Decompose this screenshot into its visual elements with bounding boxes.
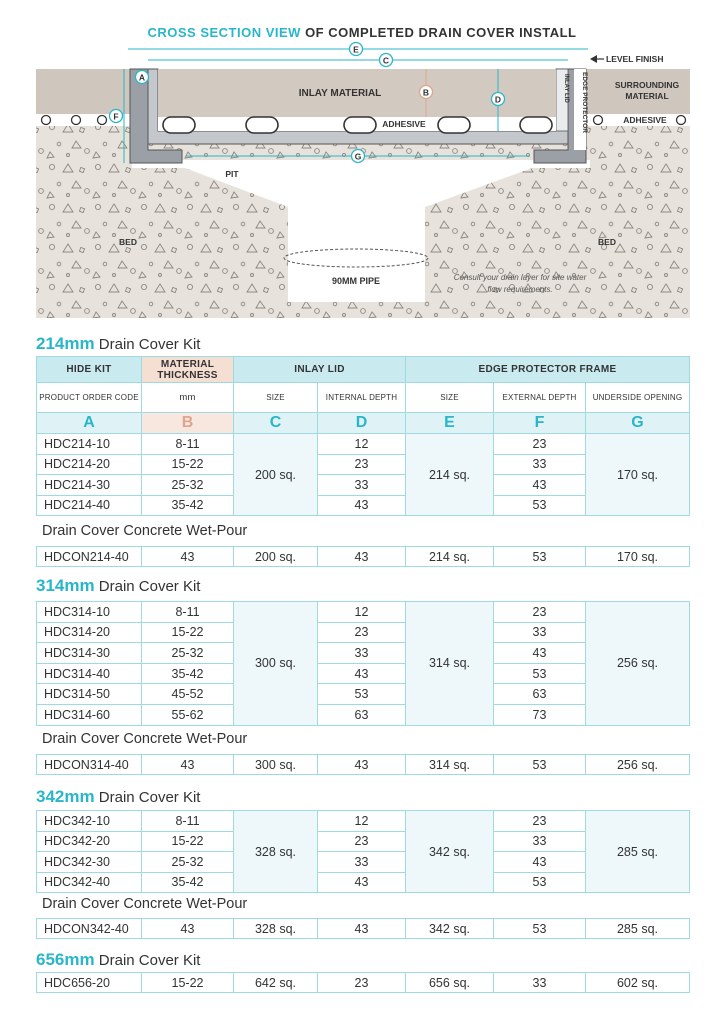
svg-text:F: F xyxy=(113,111,119,122)
cell-code: HDC214-30 xyxy=(37,475,142,496)
svg-text:C: C xyxy=(382,55,390,66)
cell-depth: 43 xyxy=(318,872,406,893)
cell-code: HDC214-40 xyxy=(37,495,142,516)
cell-depth: 33 xyxy=(318,643,406,664)
table-row xyxy=(37,547,690,567)
cell-ext-depth: 43 xyxy=(494,643,586,664)
cell-ext-depth: 53 xyxy=(494,755,586,775)
cell-thickness: 55-62 xyxy=(142,704,234,725)
cell-code: HDC214-20 xyxy=(37,454,142,475)
header-size-e: SIZE xyxy=(406,383,494,413)
cell-thickness: 15-22 xyxy=(142,622,234,643)
cell-code: HDC214-10 xyxy=(37,434,142,455)
cell-ext-depth: 53 xyxy=(494,495,586,516)
cell-ext-depth: 23 xyxy=(494,434,586,455)
cell-code: HDC314-30 xyxy=(37,643,142,664)
adhesive-dot xyxy=(520,117,552,133)
label-pipe: 90MM PIPE xyxy=(331,276,381,286)
adhesive-dot-small xyxy=(42,116,51,125)
cell-depth: 12 xyxy=(318,434,406,455)
marker-c xyxy=(380,54,393,67)
label-inlay-lid: INLAY LID xyxy=(563,74,569,103)
svg-text:D: D xyxy=(494,94,502,105)
table-row xyxy=(37,755,690,775)
cell-code: HDC314-60 xyxy=(37,704,142,725)
letter-b: B xyxy=(142,413,234,434)
wetpour-table-314 xyxy=(36,754,690,775)
cell-depth: 23 xyxy=(318,454,406,475)
adhesive-dot xyxy=(438,117,470,133)
kit-size-656: 656mm xyxy=(36,950,95,969)
marker-f xyxy=(110,110,123,123)
kit-size-214: 214mm xyxy=(36,334,95,353)
cell-thickness: 43 xyxy=(142,547,234,567)
adhesive-dot-small xyxy=(677,116,686,125)
cell-thickness: 43 xyxy=(142,755,234,775)
kit-title-214: Drain Cover Kit xyxy=(94,336,201,353)
level-finish-arrowhead xyxy=(590,55,597,63)
header-underside-opening: UNDERSIDE OPENING xyxy=(586,383,690,413)
cell-lid-size: 328 sq. xyxy=(234,919,318,939)
cell-code: HDC314-50 xyxy=(37,684,142,705)
note-line-1: Consult your drain layer for site water xyxy=(453,273,587,282)
header-internal-depth: INTERNAL DEPTH xyxy=(318,383,406,413)
spec-table-342 xyxy=(36,810,690,893)
svg-text:E: E xyxy=(353,44,359,55)
label-bed-right: BED xyxy=(598,237,616,247)
header-hide-kit: HIDE KIT xyxy=(37,357,142,383)
kit-size-314: 314mm xyxy=(36,576,95,595)
label-edge-protector: EDGE PROTECTOR xyxy=(581,72,588,133)
header-edge-protector-frame: EDGE PROTECTOR FRAME xyxy=(406,357,690,383)
cell-thickness: 35-42 xyxy=(142,872,234,893)
cell-code: HDC314-40 xyxy=(37,663,142,684)
kit-title-314: Drain Cover Kit xyxy=(94,578,201,595)
letter-c: C xyxy=(234,413,318,434)
cell-depth: 43 xyxy=(318,547,406,567)
cell-thickness: 25-32 xyxy=(142,852,234,873)
cell-lid-size: 200 sq. xyxy=(234,547,318,567)
cell-depth: 43 xyxy=(318,919,406,939)
section-title-314 xyxy=(36,576,200,596)
cell-depth: 23 xyxy=(318,973,406,993)
cell-frame-size: 342 sq. xyxy=(406,919,494,939)
cell-frame-size: 214 sq. xyxy=(406,434,494,516)
header-inlay-lid: INLAY LID xyxy=(234,357,406,383)
wetpour-title-314: Drain Cover Concrete Wet-Pour xyxy=(42,731,248,747)
note-line-2: flow requirements. xyxy=(487,285,553,294)
diagram-title xyxy=(147,25,576,40)
cell-code: HDC342-10 xyxy=(37,811,142,832)
cell-code: HDC656-20 xyxy=(37,973,142,993)
letter-e: E xyxy=(406,413,494,434)
letter-d: D xyxy=(318,413,406,434)
wetpour-title-342: Drain Cover Concrete Wet-Pour xyxy=(42,896,248,912)
cell-depth: 43 xyxy=(318,755,406,775)
cell-thickness: 43 xyxy=(142,919,234,939)
label-adhesive-right: ADHESIVE xyxy=(623,115,667,125)
cross-section-diagram xyxy=(0,0,724,325)
cell-opening: 256 sq. xyxy=(586,755,690,775)
header-external-depth: EXTERNAL DEPTH xyxy=(494,383,586,413)
label-inlay-material: INLAY MATERIAL xyxy=(298,88,382,99)
spec-table-214 xyxy=(36,356,690,516)
cell-code: HDCON342-40 xyxy=(37,919,142,939)
cell-depth: 12 xyxy=(318,602,406,623)
cell-frame-size: 656 sq. xyxy=(406,973,494,993)
svg-text:G: G xyxy=(354,151,362,162)
cell-ext-depth: 23 xyxy=(494,602,586,623)
cell-ext-depth: 23 xyxy=(494,811,586,832)
cell-frame-size: 314 sq. xyxy=(406,755,494,775)
cell-opening: 170 sq. xyxy=(586,547,690,567)
cell-thickness: 35-42 xyxy=(142,495,234,516)
cell-thickness: 15-22 xyxy=(142,454,234,475)
cell-thickness: 15-22 xyxy=(142,973,234,993)
cell-code: HDC314-10 xyxy=(37,602,142,623)
adhesive-dot-small xyxy=(594,116,603,125)
cell-code: HDC342-40 xyxy=(37,872,142,893)
cell-opening: 602 sq. xyxy=(586,973,690,993)
cell-ext-depth: 63 xyxy=(494,684,586,705)
cell-ext-depth: 53 xyxy=(494,547,586,567)
adhesive-dot-small xyxy=(72,116,81,125)
cell-ext-depth: 33 xyxy=(494,831,586,852)
wetpour-table-214 xyxy=(36,546,690,567)
cell-frame-size: 314 sq. xyxy=(406,602,494,726)
header-letter-row xyxy=(37,413,690,434)
cell-ext-depth: 53 xyxy=(494,872,586,893)
cell-lid-size: 300 sq. xyxy=(234,755,318,775)
table-row xyxy=(37,434,690,455)
cell-thickness: 25-32 xyxy=(142,475,234,496)
header-sub-row xyxy=(37,383,690,413)
section-title-656 xyxy=(36,950,200,970)
letter-a: A xyxy=(37,413,142,434)
cell-code: HDC314-20 xyxy=(37,622,142,643)
cell-code: HDC342-30 xyxy=(37,852,142,873)
cell-depth: 63 xyxy=(318,704,406,725)
cell-thickness: 25-32 xyxy=(142,643,234,664)
cell-depth: 43 xyxy=(318,663,406,684)
cell-depth: 23 xyxy=(318,831,406,852)
label-surrounding-2: MATERIAL xyxy=(625,91,669,101)
cell-ext-depth: 33 xyxy=(494,622,586,643)
header-size-c: SIZE xyxy=(234,383,318,413)
spec-table-314 xyxy=(36,601,690,726)
kit-size-342: 342mm xyxy=(36,787,95,806)
cell-frame-size: 214 sq. xyxy=(406,547,494,567)
cell-code: HDCON314-40 xyxy=(37,755,142,775)
marker-g xyxy=(352,150,365,163)
cell-lid-size: 200 sq. xyxy=(234,434,318,516)
marker-a xyxy=(136,71,149,84)
section-title-214 xyxy=(36,334,200,354)
cell-thickness: 8-11 xyxy=(142,434,234,455)
adhesive-dot xyxy=(344,117,376,133)
label-bed-left: BED xyxy=(119,237,137,247)
cell-lid-size: 300 sq. xyxy=(234,602,318,726)
cell-ext-depth: 43 xyxy=(494,475,586,496)
cell-code: HDC342-20 xyxy=(37,831,142,852)
table-row xyxy=(37,602,690,623)
cell-ext-depth: 73 xyxy=(494,704,586,725)
svg-text:B: B xyxy=(422,87,430,98)
cell-thickness: 45-52 xyxy=(142,684,234,705)
letter-f: F xyxy=(494,413,586,434)
svg-text:A: A xyxy=(138,72,146,83)
cell-lid-size: 642 sq. xyxy=(234,973,318,993)
cell-ext-depth: 33 xyxy=(494,973,586,993)
cell-opening: 285 sq. xyxy=(586,811,690,893)
wetpour-table-342 xyxy=(36,918,690,939)
cell-depth: 53 xyxy=(318,684,406,705)
cell-thickness: 8-11 xyxy=(142,811,234,832)
letter-g: G xyxy=(586,413,690,434)
header-mm: mm xyxy=(142,383,234,413)
cross-section-svg xyxy=(0,0,724,325)
header-product-order-code: PRODUCT ORDER CODE xyxy=(37,383,142,413)
diagram-title-rest: OF COMPLETED DRAIN COVER INSTALL xyxy=(300,25,577,40)
label-surrounding-1: SURROUNDING xyxy=(614,80,680,90)
table-row xyxy=(37,973,690,993)
cell-thickness: 8-11 xyxy=(142,602,234,623)
header-material-thickness: MATERIAL THICKNESS xyxy=(142,357,234,383)
table-row xyxy=(37,811,690,832)
kit-title-342: Drain Cover Kit xyxy=(94,789,201,806)
spec-table-656 xyxy=(36,972,690,993)
table-row xyxy=(37,919,690,939)
kit-title-656: Drain Cover Kit xyxy=(94,952,201,969)
diagram-title-highlight: CROSS SECTION VIEW xyxy=(147,25,301,40)
cell-ext-depth: 43 xyxy=(494,852,586,873)
adhesive-dot-small xyxy=(98,116,107,125)
marker-e xyxy=(350,43,363,56)
cell-depth: 12 xyxy=(318,811,406,832)
cell-ext-depth: 53 xyxy=(494,663,586,684)
adhesive-dot xyxy=(246,117,278,133)
cell-frame-size: 342 sq. xyxy=(406,811,494,893)
cell-opening: 256 sq. xyxy=(586,602,690,726)
label-adhesive-center: ADHESIVE xyxy=(382,119,426,129)
cell-ext-depth: 53 xyxy=(494,919,586,939)
cell-depth: 33 xyxy=(318,475,406,496)
marker-b xyxy=(420,86,433,99)
header-group-row xyxy=(37,357,690,383)
cell-depth: 33 xyxy=(318,852,406,873)
wetpour-title-214: Drain Cover Concrete Wet-Pour xyxy=(42,523,248,539)
cell-opening: 285 sq. xyxy=(586,919,690,939)
cell-opening: 170 sq. xyxy=(586,434,690,516)
adhesive-dot xyxy=(163,117,195,133)
marker-d xyxy=(492,93,505,106)
label-level-finish: LEVEL FINISH xyxy=(606,54,664,64)
cell-ext-depth: 33 xyxy=(494,454,586,475)
cell-lid-size: 328 sq. xyxy=(234,811,318,893)
cell-depth: 23 xyxy=(318,622,406,643)
cell-depth: 43 xyxy=(318,495,406,516)
cell-code: HDCON214-40 xyxy=(37,547,142,567)
cell-thickness: 15-22 xyxy=(142,831,234,852)
section-title-342 xyxy=(36,787,200,807)
cell-thickness: 35-42 xyxy=(142,663,234,684)
label-pit: PIT xyxy=(225,169,239,179)
